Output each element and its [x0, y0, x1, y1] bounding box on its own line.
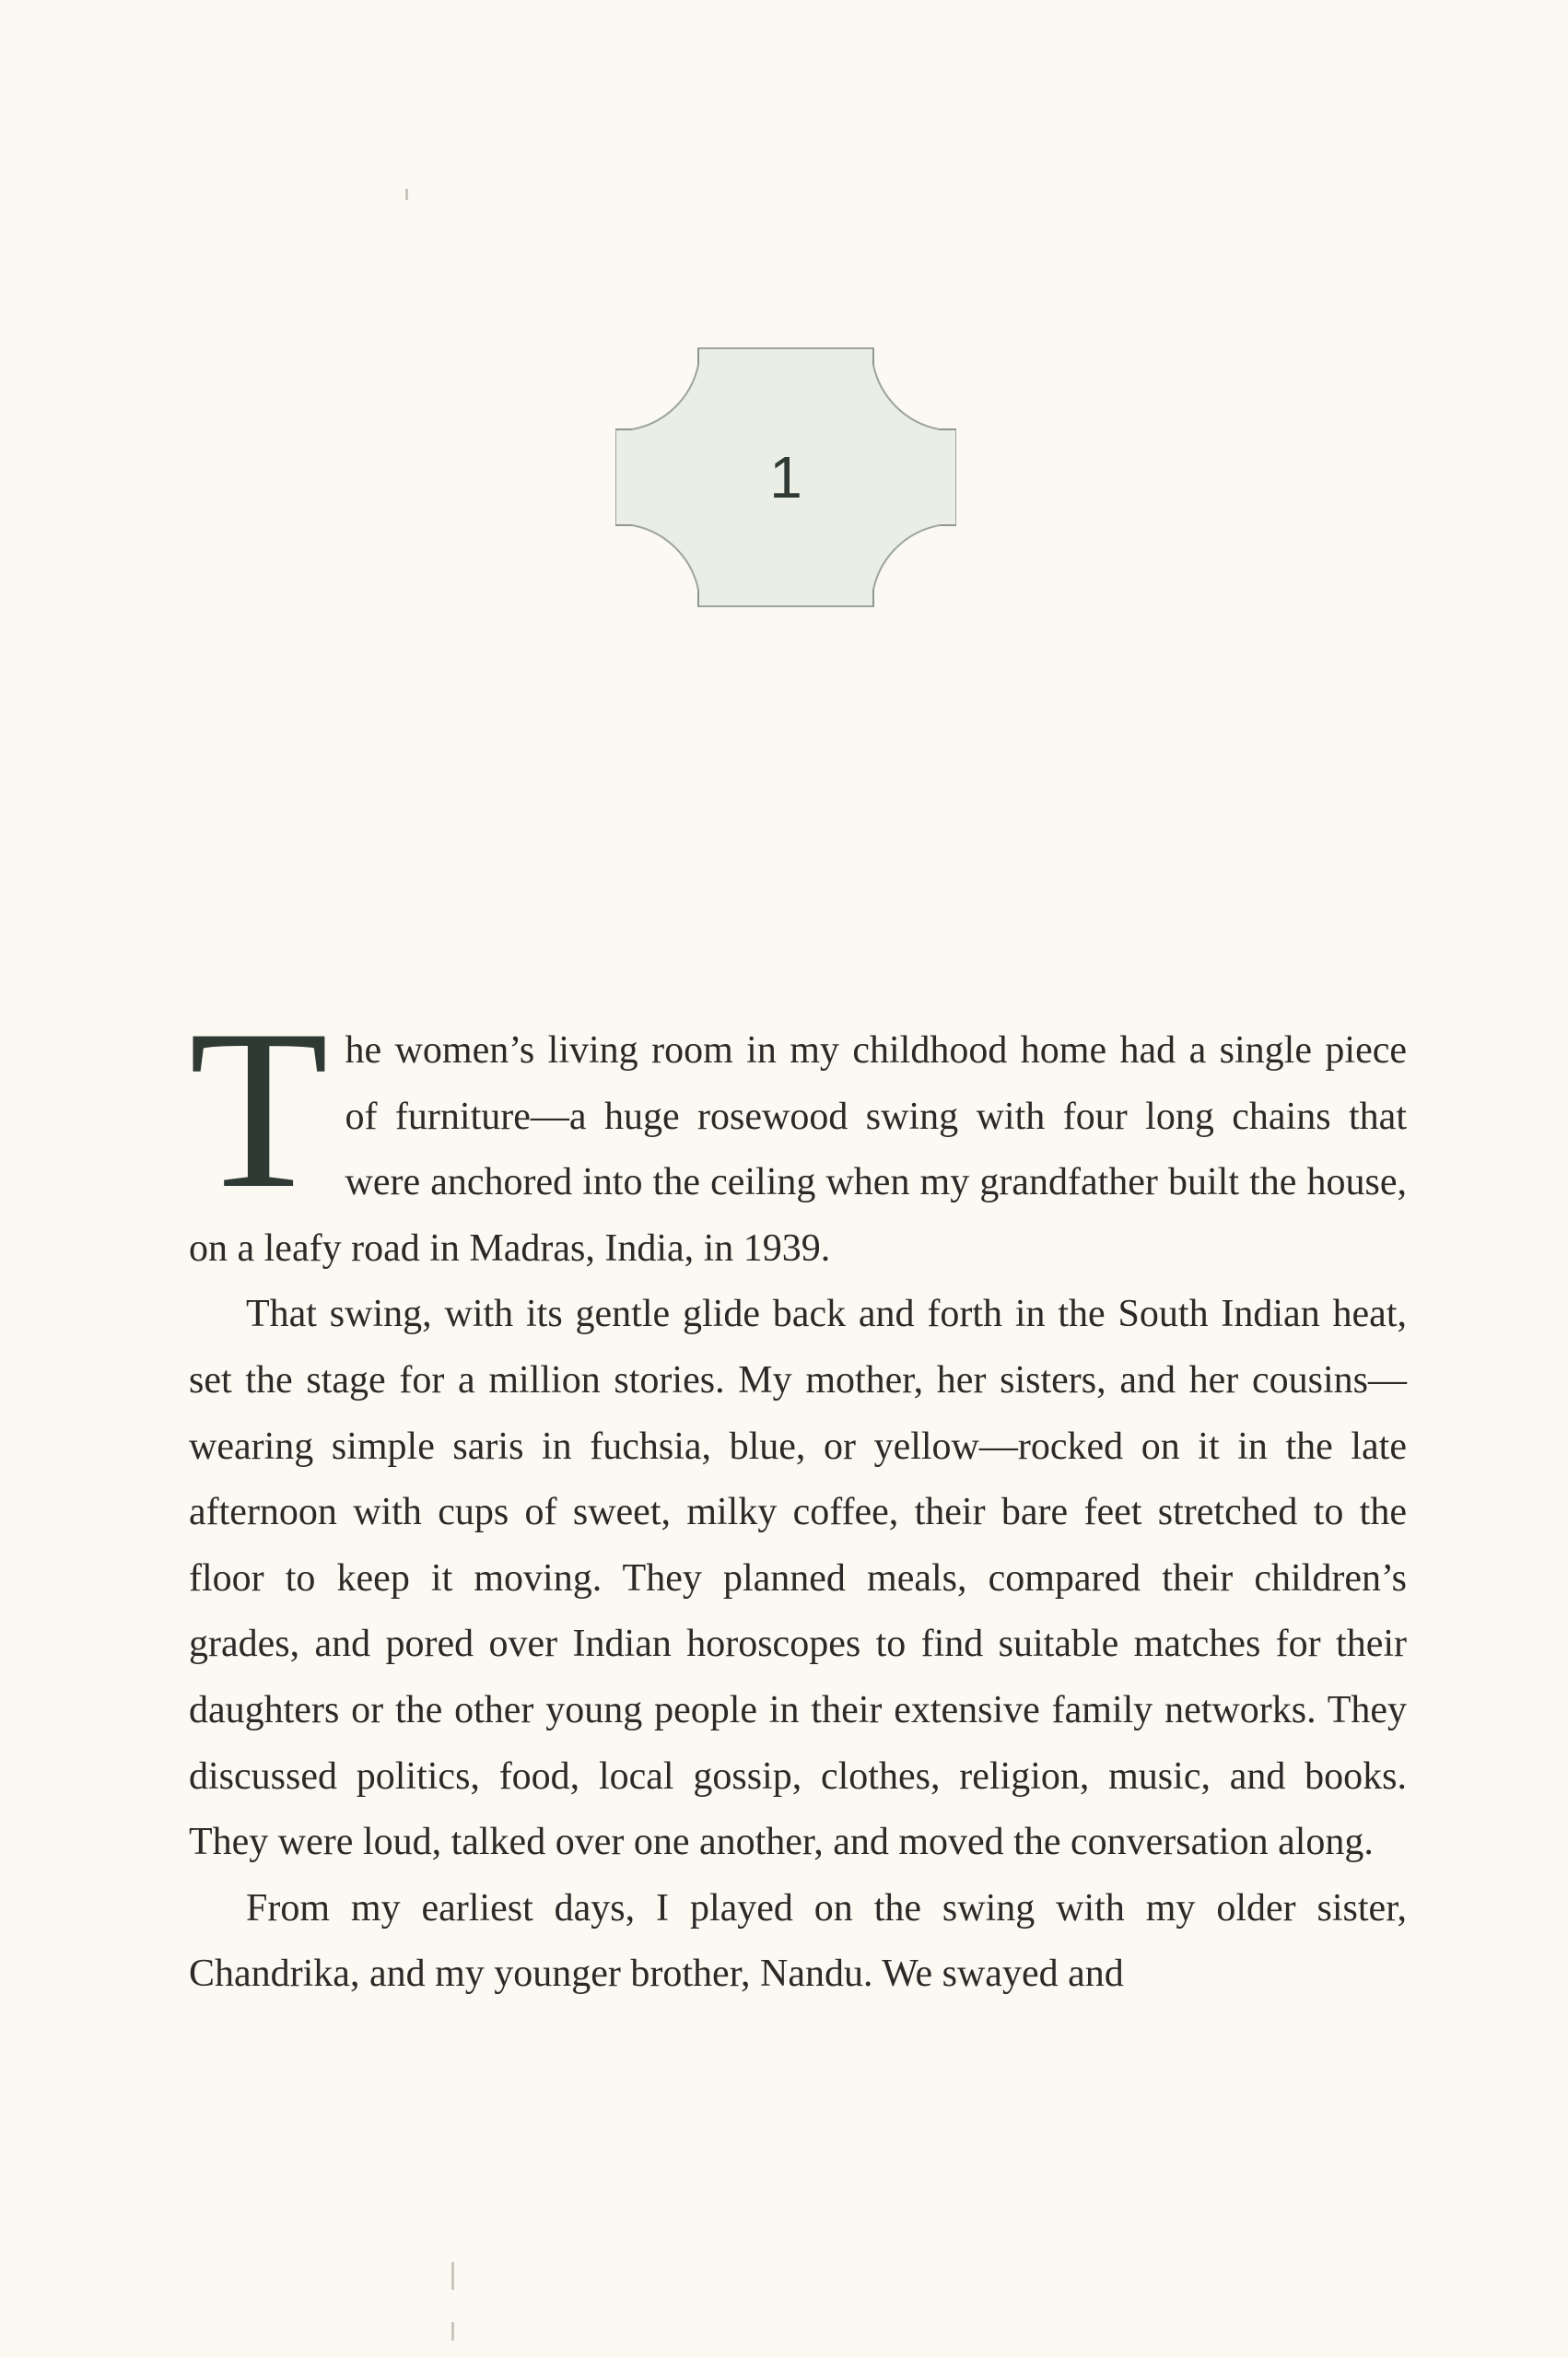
paragraph-1-text: he women’s living room in my childhood home had a single piece of furniture—a huge rosewood swing with four long chains that were anchored into the ceiling when my grandfather built the house, on a leafy road in Madras, India, in 1939.	[189, 1029, 1407, 1270]
body-text	[189, 982, 1407, 2008]
paragraph-2: That swing, with its gentle glide back and forth in the South Indian heat, set the stage for a million stories. My mother, her sisters, and her cousins—wearing simple saris in fuchsia, blue, or yellow—rocked on it in the late afternoon with cups of sweet, milky coffee, their bare feet stretched to the floor to keep it moving. They planned meals, compared their children’s grades, and pored over Indian horoscopes to find suitable matches for their daughters or the other young people in their extensive family networks. They discussed politics, food, local gossip, clothes, religion, music, and books. They were loud, talked over one another, and moved the conversation along.	[189, 1293, 1407, 1864]
chapter-number: 1	[769, 444, 802, 510]
paragraph-3: From my earliest days, I played on the swing with my older sister, Chandrika, and my younger brother, Nandu. We swayed and	[189, 1886, 1407, 1996]
scan-speck	[405, 189, 408, 200]
paragraph-1	[189, 982, 1407, 1282]
scan-speck	[451, 2322, 454, 2340]
scan-speck	[451, 2262, 454, 2290]
drop-cap: T	[189, 982, 329, 1236]
